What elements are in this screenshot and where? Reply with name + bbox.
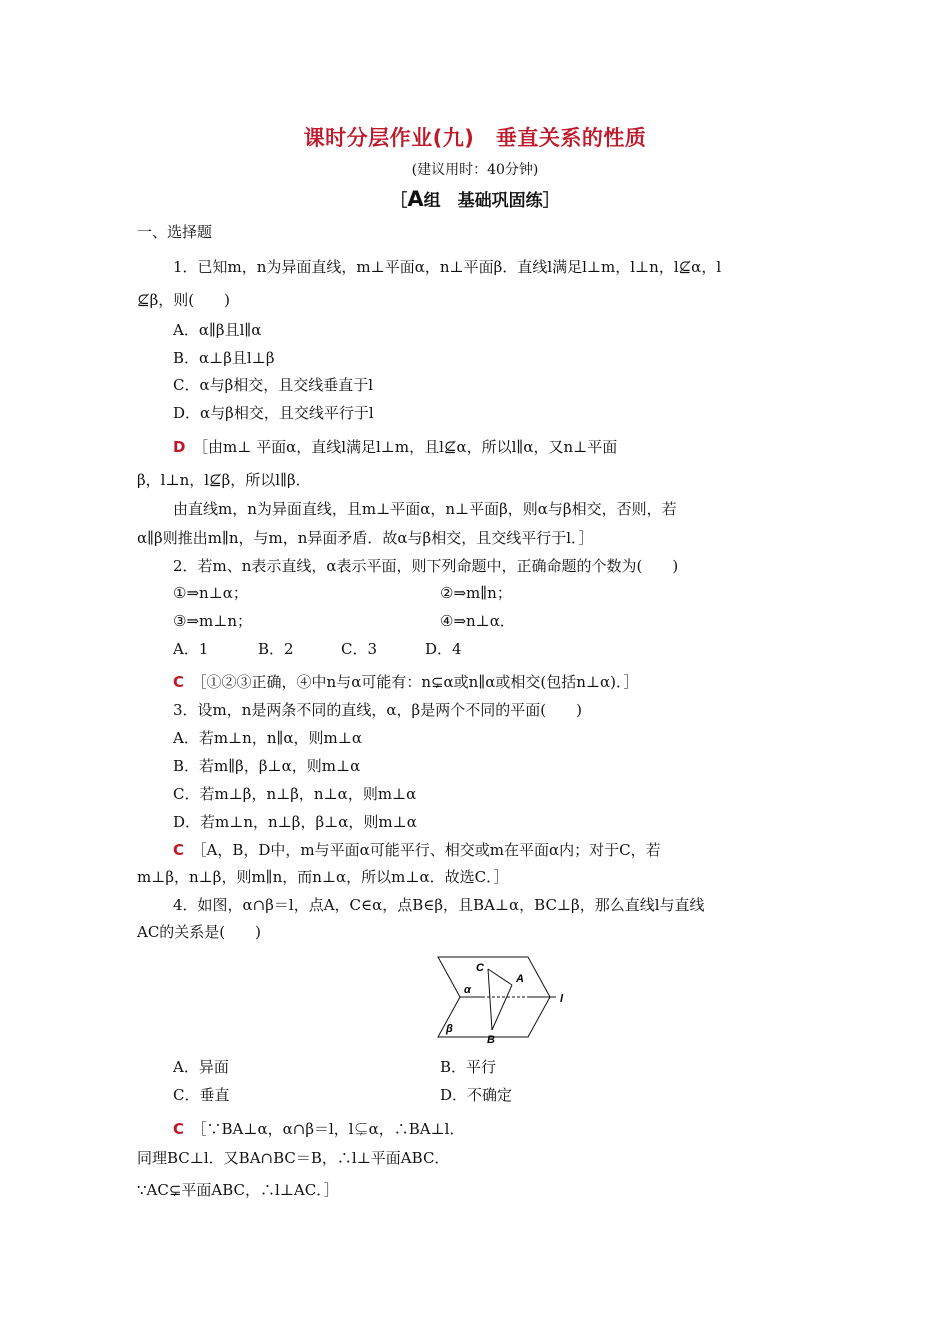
label-c: C (476, 962, 484, 974)
q4-option-a: A．异面 (173, 1058, 229, 1076)
q1-sol1-text: ［由m⊥ 平面α，直线l满足l⊥m，且l⊈α，所以l∥α，又n⊥平面 (200, 438, 618, 456)
q4-figure (430, 955, 570, 1055)
q3-sol1-text: ［A，B，D中，m与平面α可能平行、相交或m在平面α内；对于C，若 (199, 841, 661, 859)
q2-option-b: B．2 (258, 640, 294, 658)
group-text: 组 基础巩固练 (423, 191, 543, 211)
q4-stem-line1: 4．如图，α∩β＝l，点A，C∈α，点B∈β，且BA⊥α，BC⊥β，那么直线l与直线 (173, 896, 705, 914)
group-heading (0, 186, 950, 211)
plane-beta (438, 997, 550, 1037)
q3-option-d: D．若m⊥n，n⊥β，β⊥α，则m⊥α (173, 813, 417, 831)
plane-alpha (438, 957, 550, 997)
segment-ab (492, 985, 512, 1030)
segment-cb (488, 969, 492, 1030)
q1-stem-line2: ⊈β，则( ) (137, 291, 230, 309)
label-l: l (560, 993, 564, 1005)
q3-solution-line1 (173, 840, 661, 860)
q2-stem: 2．若m、n表示直线，α表示平面，则下列命题中，正确命题的个数为( ) (173, 557, 679, 575)
label-b: B (487, 1034, 495, 1046)
q1-answer: D (173, 438, 186, 456)
q2-prop-2: ②⇒m∥n； (440, 584, 512, 602)
q1-option-b: B．α⊥β且l⊥β (173, 349, 275, 367)
group-open-bracket: ［ (390, 191, 408, 211)
q4-answer: C (173, 1120, 185, 1138)
q3-option-b: B．若m∥β，β⊥α，则m⊥α (173, 757, 361, 775)
q2-prop-1: ①⇒n⊥α； (173, 584, 248, 602)
q4-sol1-text: ［∵BA⊥α，α∩β＝l，l⊊α，∴BA⊥l． (199, 1120, 465, 1138)
q1-option-a: A．α∥β且l∥α (173, 321, 262, 339)
label-a: A (516, 973, 524, 985)
q2-prop-4: ④⇒n⊥α． (440, 612, 515, 630)
q4-stem-line2: AC的关系是( ) (137, 923, 262, 941)
suggested-time: (建议用时：40分钟) (411, 162, 539, 178)
q4-solution-line1 (173, 1119, 464, 1139)
q4-option-c: C．垂直 (173, 1086, 230, 1104)
q4-solution-line2: 同理BC⊥l．又BA∩BC＝B，∴l⊥平面ABC． (137, 1149, 450, 1167)
q4-option-b: B．平行 (440, 1058, 497, 1076)
q3-stem: 3．设m，n是两条不同的直线，α，β是两个不同的平面( ) (173, 701, 582, 719)
q2-answer: C (173, 673, 185, 691)
q2-sol-text: ［①②③正确，④中n与α可能有：n⊊α或n∥α或相交(包括n⊥α)．］ (199, 673, 639, 691)
label-beta: β (446, 1023, 453, 1035)
q1-solution-line3: 由直线m，n为异面直线，且m⊥平面α，n⊥平面β，则α与β相交，否则，若 (173, 500, 677, 518)
q3-solution-line2: m⊥β，n⊥β，则m∥n，而n⊥α，所以m⊥α．故选C．］ (137, 868, 509, 886)
q2-prop-3: ③⇒m⊥n； (173, 612, 253, 630)
segment-ca (488, 969, 512, 985)
section-heading: 一、选择题 (137, 223, 213, 241)
q1-solution-line1 (173, 437, 617, 457)
q2-solution (173, 672, 639, 692)
group-mark: A (407, 187, 424, 211)
q4-solution-line3: ∵AC⊊平面ABC，∴l⊥AC．］ (137, 1181, 339, 1199)
q3-option-a: A．若m⊥n，n∥α，则m⊥α (173, 729, 363, 747)
q1-option-c: C．α与β相交，且交线垂直于l (173, 376, 374, 394)
q1-option-d: D．α与β相交，且交线平行于l (173, 404, 374, 422)
q2-option-d: D．4 (425, 640, 462, 658)
page-title: 课时分层作业(九) 垂直关系的性质 (303, 126, 647, 150)
q2-option-c: C．3 (341, 640, 378, 658)
q1-solution-line4: α∥β则推出m∥n，与m，n异面矛盾．故α与β相交，且交线平行于l．］ (137, 529, 594, 547)
q4-option-d: D．不确定 (440, 1086, 513, 1104)
q3-option-c: C．若m⊥β，n⊥β，n⊥α，则m⊥α (173, 785, 417, 803)
group-close-bracket: ］ (542, 191, 560, 211)
label-alpha: α (464, 984, 471, 996)
q3-answer: C (173, 841, 185, 859)
q2-option-a: A．1 (173, 640, 209, 658)
q1-stem-line1: 1．已知m，n为异面直线，m⊥平面α，n⊥平面β．直线l满足l⊥m，l⊥n，l⊈α，l (173, 258, 722, 276)
q1-solution-line2: β，l⊥n，l⊈β，所以l∥β． (137, 471, 311, 489)
